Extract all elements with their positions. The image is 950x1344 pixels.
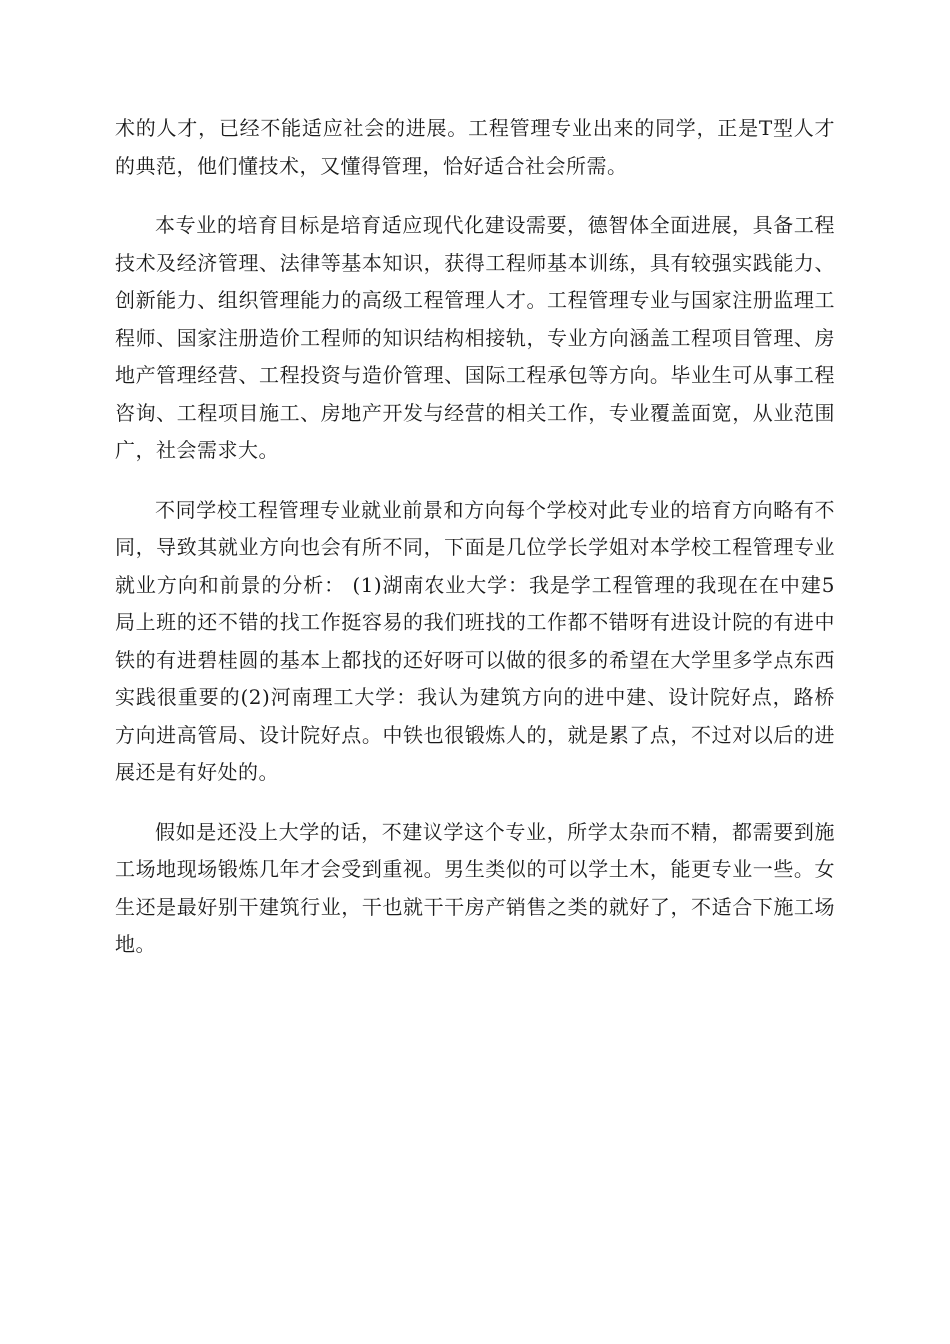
paragraph-4: 假如是还没上大学的话，不建议学这个专业，所学太杂而不精，都需要到施工场地现场锻炼几年才会受到重视。男生类似的可以学土木，能更专业一些。女生还是最好别干建筑行业，干也就干干房产销售之类的就好了，不适合下施工场地。 (115, 819, 835, 956)
document-body (115, 110, 835, 986)
paragraph-3: 不同学校工程管理专业就业前景和方向每个学校对此专业的培育方向略有不同，导致其就业方向也会有所不同，下面是几位学长学姐对本学校工程管理专业就业方向和前景的分析： (1)湖南农业大学：我是学工程管理的我现在在中建5局上班的还不错的找工作挺容易的我们班找的工作都不错呀有进设计院的有进中铁的有进碧桂圆的基本上都找的还好呀可以做的很多的希望在大学里多学点东西实践很重要的(2)河南理工大学：我认为建筑方向的进中建、设计院好点，路桥方向进高管局、设计院好点。中铁也很锻炼人的，就是累了点，不过对以后的进展还是有好处的。 (115, 497, 835, 784)
paragraph-1: 术的人才，已经不能适应社会的进展。工程管理专业出来的同学，正是T型人才的典范，他们懂技术，又懂得管理，恰好适合社会所需。 (115, 116, 835, 178)
paragraph-2: 本专业的培育目标是培育适应现代化建设需要，德智体全面进展，具备工程技术及经济管理、法律等基本知识，获得工程师基本训练，具有较强实践能力、创新能力、组织管理能力的高级工程管理人才。工程管理专业与国家注册监理工程师、国家注册造价工程师的知识结构相接轨，专业方向涵盖工程项目管理、房地产管理经营、工程投资与造价管理、国际工程承包等方向。毕业生可从事工程咨询、工程项目施工、房地产开发与经营的相关工作，专业覆盖面宽，从业范围广，社会需求大。 (115, 213, 835, 462)
